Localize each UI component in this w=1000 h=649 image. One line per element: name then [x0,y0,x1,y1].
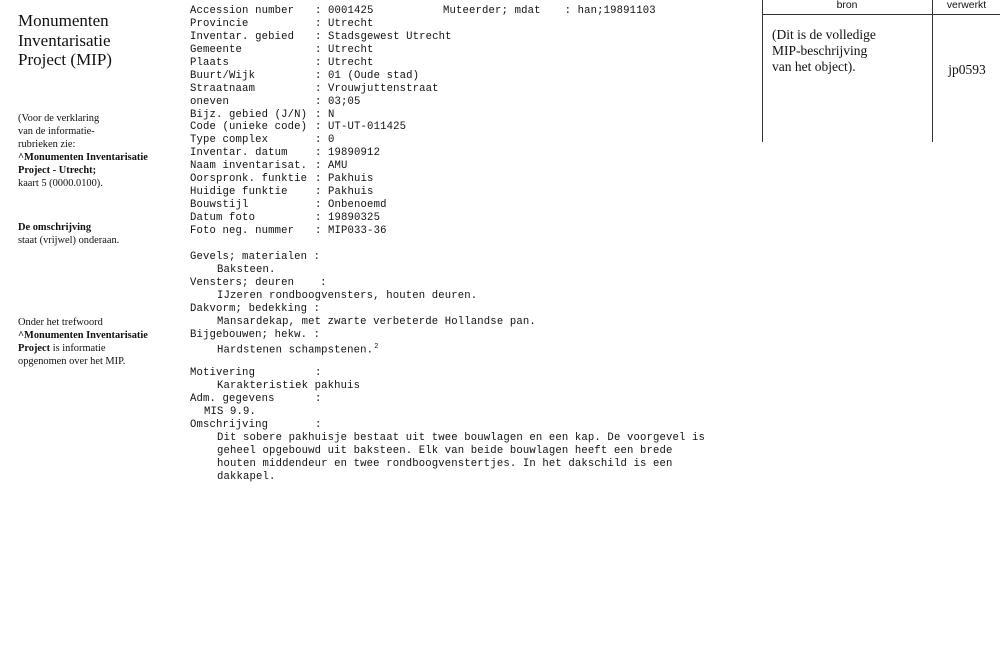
adm-text: MIS 9.9. [204,406,257,419]
processed-code: jp0593 [948,62,986,77]
field-value: : Utrecht [315,56,374,69]
field-row [190,173,750,186]
field-value: : Stadsgewest Utrecht [315,30,452,43]
omschrijving-line: Dit sobere pakhuisje bestaat uit twee bouwlagen en een kap. De voorgevel is [217,432,706,445]
note-line: staat (vrijwel) onderaan. [18,235,120,246]
source-description [772,27,922,75]
field-label: Foto neg. nummer [190,224,295,237]
note-line: (Voor de verklaring [18,113,100,124]
note-line: Onder het trefwoord [18,317,103,328]
field-label: Inventar. datum [190,147,288,160]
bijgebouwen-line [190,341,750,357]
field-value: : Pakhuis [315,173,374,186]
vensters-heading: Vensters; deuren : [190,276,327,289]
table-border-left [762,0,763,142]
adm-label: Adm. gegevens [190,393,275,406]
field-label: Huidige funktie [190,186,288,199]
note-line [18,151,178,164]
bijgebouwen-heading: Bijgebouwen; hekw. : [190,328,321,341]
field-label: Straatnaam [190,82,256,95]
description-line: van het object). [772,59,856,74]
description-line: MIP-beschrijving [772,43,868,58]
note-bold: ^Monumenten Inventarisatie [18,152,148,163]
field-row [190,109,750,122]
footnote-mark: 2 [374,343,379,352]
field-value: : AMU [315,160,348,173]
field-row [190,186,750,199]
field-label: Inventar. gebied [190,30,295,43]
note-line: van de informatie- [18,126,95,137]
motivering-colon: : [315,367,322,380]
mutation-label: Muteerder; mdat [443,5,541,17]
keyword-note [18,316,178,368]
source-table [762,0,1000,142]
field-row [190,147,750,160]
field-label: Accession number [190,5,295,17]
field-label: Plaats [190,56,230,69]
field-label: Bijz. gebied (J/N) [190,108,308,121]
field-label: Naam inventarisat. [190,160,308,173]
field-label: Provincie [190,17,249,30]
motivering-text: Karakteristiek pakhuis [217,380,361,393]
field-value: : 01 (Oude stad) [315,69,420,82]
note-bold: Project - Utrecht; [18,165,97,176]
field-label: Bouwstijl [190,199,249,212]
dakvorm-heading: Dakvorm; bedekking : [190,302,321,315]
field-row [190,44,750,57]
gevels-text: Baksteen. [217,263,276,276]
column-header-bron: bron [836,0,858,11]
description-line: (Dit is de volledige [772,27,876,42]
field-row [190,70,750,83]
field-row [190,160,750,173]
explanation-note [18,112,178,190]
note-line: kaart 5 (0000.0100). [18,178,103,189]
note-bold: De omschrijving [18,222,92,233]
motivering-heading [190,367,750,380]
vensters-text: IJzeren rondboogvensters, houten deuren. [217,289,478,302]
bijgebouwen-text: Hardstenen schampstenen. [217,344,374,357]
field-row [190,121,750,134]
mutation-info [443,5,656,18]
table-column-divider [932,0,933,142]
field-row [190,225,750,238]
dakvorm-text: Mansardekap, met zwarte verbeterde Hollandse pan. [217,315,536,328]
field-value: : MIP033-36 [315,224,387,237]
omschrijving-text [190,432,737,484]
title-line: Inventarisatie [18,30,111,50]
field-label: Oorspronk. funktie [190,173,308,186]
collection-title [18,11,178,70]
field-value: : Utrecht [315,43,374,56]
field-row [190,31,750,44]
field-label: Code (unieke code) [190,121,308,134]
omschrijving-heading [190,419,750,432]
field-value: : N [315,108,335,121]
note-line [18,329,178,342]
mutation-value: : han;19891103 [564,5,656,17]
field-label: Buurt/Wijk [190,69,256,82]
column-header-verwerkt: verwerkt [946,0,987,11]
field-label: Gemeente [190,43,243,56]
field-value: : 19890325 [315,212,381,224]
field-row [190,96,750,109]
adm-colon: : [315,393,322,406]
description-note [18,221,178,247]
omschrijving-label: Omschrijving [190,419,269,432]
field-label: Datum foto [190,212,256,224]
note-line: opgenomen over het MIP. [18,356,126,367]
field-row [190,83,750,96]
field-label: oneven [190,95,230,108]
table-header-rule [762,14,1000,15]
omschrijving-line: geheel opgebouwd uit baksteen. Elk van beide bouwlagen heeft een brede [217,445,673,457]
note-line [18,342,178,355]
note-line [18,221,178,234]
omschrijving-line: houten middendeur en twee rondboogvenstertjes. In het dakschild is een [217,457,673,470]
field-row [190,18,750,31]
field-value: : Vrouwjuttenstraat [315,82,439,95]
mip-record [190,5,750,484]
note-bold: ^Monumenten Inventarisatie [18,330,148,341]
motivering-label: Motivering [190,367,256,380]
note-text: is informatie [50,343,106,354]
title-line: Project (MIP) [18,50,112,69]
note-line: rubrieken zie: [18,139,76,150]
field-label: Type complex [190,134,269,147]
field-row [190,212,750,225]
title-line: Monumenten [18,11,109,30]
field-value: : Utrecht [315,17,374,30]
field-value: : UT-UT-011425 [315,121,407,134]
field-value: : Onbenoemd [315,199,387,212]
field-row [190,57,750,70]
field-value: : 19890912 [315,147,381,160]
gevels-heading: Gevels; materialen : [190,250,321,263]
note-bold: Project [18,343,51,354]
field-value: : 0001425 [315,5,374,17]
field-row [190,134,750,147]
field-value: : Pakhuis [315,186,374,199]
field-value: : 0 [315,134,335,147]
omschrijving-colon: : [315,419,322,432]
omschrijving-line: dakkapel. [217,470,276,483]
note-line [18,164,178,177]
field-row [190,199,750,212]
field-value: : 03;05 [315,95,361,108]
adm-heading [190,393,750,406]
